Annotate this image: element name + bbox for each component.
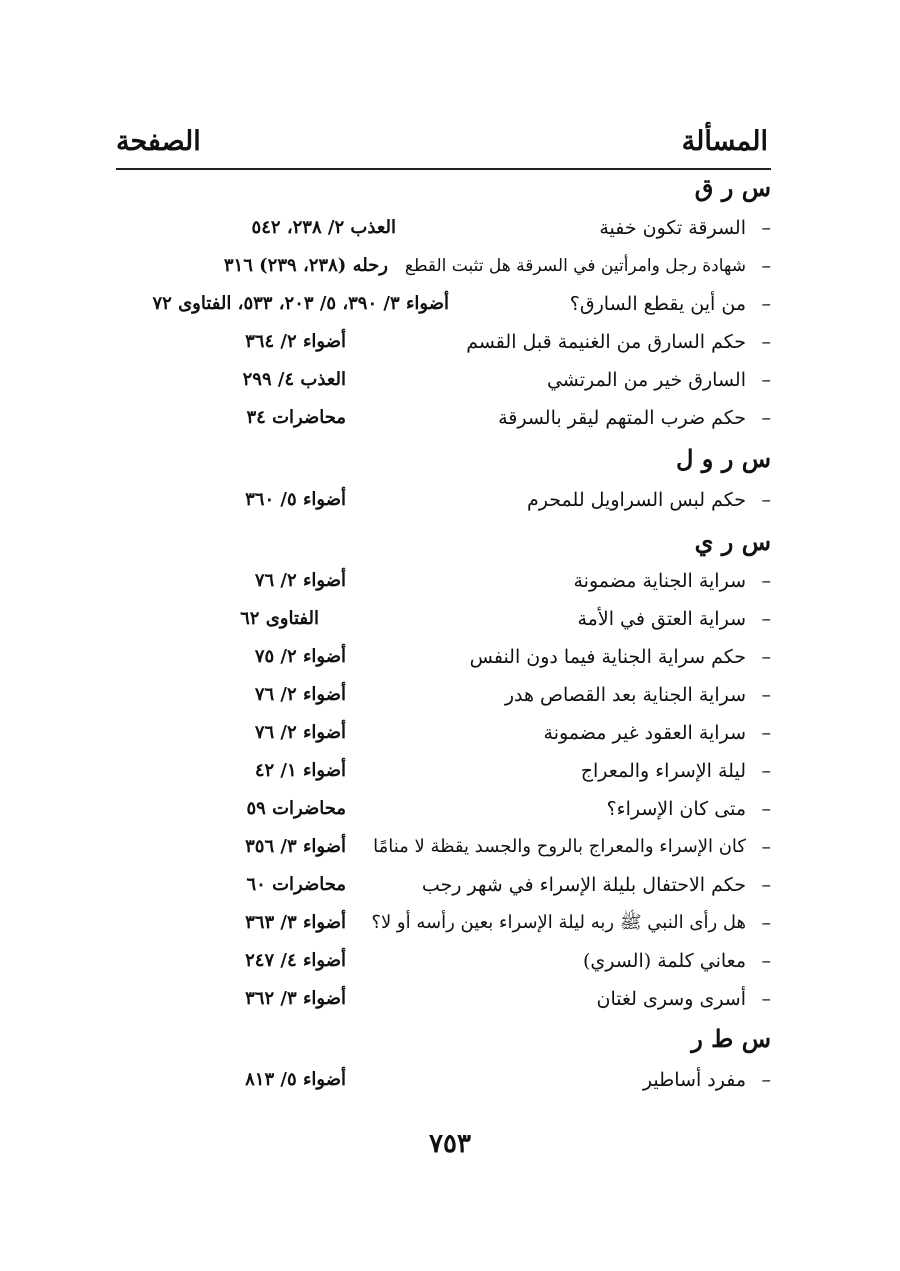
entry-reference: العذب ٤/ ٢٩٩: [242, 369, 346, 390]
bullet-dash: –: [761, 217, 771, 239]
entry-reference: الفتاوى ٦٢: [240, 608, 319, 629]
entry-reference: محاضرات ٣٤: [246, 407, 346, 428]
index-entry: [116, 248, 771, 284]
index-entry: [116, 677, 771, 713]
entry-topic: حكم سراية الجناية فيما دون النفس: [469, 646, 746, 668]
entry-reference: محاضرات ٦٠: [246, 874, 346, 895]
index-entry: [116, 753, 771, 789]
entry-topic: حكم الاحتفال بليلة الإسراء في شهر رجب: [421, 874, 746, 896]
entry-reference: أضواء ٤/ ٢٤٧: [245, 950, 346, 971]
entry-topic: متى كان الإسراء؟: [606, 798, 746, 820]
entry-reference: محاضرات ٥٩: [246, 798, 346, 819]
index-entry: [116, 210, 771, 246]
entry-topic: شهادة رجل وامرأتين في السرقة هل تثبت القطع: [404, 256, 746, 276]
entry-topic: سراية الجناية مضمونة: [573, 570, 746, 592]
entry-topic: حكم ضرب المتهم ليقر بالسرقة: [498, 407, 746, 429]
bullet-dash: –: [761, 912, 771, 934]
entry-topic: من أين يقطع السارق؟: [569, 293, 746, 315]
index-entry: [116, 981, 771, 1017]
index-entry: [116, 905, 771, 941]
index-entry: [116, 715, 771, 751]
entry-topic: سراية الجناية بعد القصاص هدر: [504, 684, 746, 706]
index-entry: [116, 601, 771, 637]
index-entry: [116, 1062, 771, 1098]
bullet-dash: –: [761, 798, 771, 820]
bullet-dash: –: [761, 608, 771, 630]
entry-reference: أضواء ١/ ٤٢: [254, 760, 346, 781]
bullet-dash: –: [761, 760, 771, 782]
bullet-dash: –: [761, 684, 771, 706]
bullet-dash: –: [761, 570, 771, 592]
entry-topic: كان الإسراء والمعراج بالروح والجسد يقظة لا منامًا: [373, 836, 746, 857]
index-entry: [116, 400, 771, 436]
entry-topic: حكم السارق من الغنيمة قبل القسم: [466, 331, 746, 353]
entry-reference: أضواء ٣/ ٣٥٦: [245, 836, 346, 857]
page-number: ٧٥٣: [429, 1129, 471, 1159]
index-entry: [116, 482, 771, 518]
bullet-dash: –: [761, 950, 771, 972]
root-heading: س ر و ل: [676, 444, 771, 473]
entry-topic: سراية العقود غير مضمونة: [543, 722, 746, 744]
bullet-dash: –: [761, 255, 771, 277]
entry-topic: أسرى وسرى لغتان: [596, 988, 746, 1010]
entry-topic: السرقة تكون خفية: [599, 217, 746, 239]
bullet-dash: –: [761, 1069, 771, 1091]
entry-reference: أضواء ٢/ ٣٦٤: [245, 331, 346, 352]
bullet-dash: –: [761, 722, 771, 744]
entry-topic: السارق خير من المرتشي: [546, 369, 746, 391]
bullet-dash: –: [761, 988, 771, 1010]
root-heading: س ط ر: [691, 1024, 771, 1053]
root-heading: س ر ي: [694, 527, 771, 556]
index-entry: [116, 943, 771, 979]
issue-column-header: المسألة: [681, 126, 768, 157]
entry-topic: حكم لبس السراويل للمحرم: [527, 489, 746, 511]
entry-reference: أضواء ٢/ ٧٦: [254, 570, 346, 591]
entry-reference: أضواء ٥/ ٨١٣: [245, 1069, 346, 1090]
bullet-dash: –: [761, 646, 771, 668]
index-entry: [116, 829, 771, 865]
entry-reference: أضواء ٢/ ٧٥: [254, 646, 346, 667]
page-column-header: الصفحة: [116, 126, 201, 157]
entry-topic: مفرد أساطير: [642, 1069, 746, 1091]
bullet-dash: –: [761, 331, 771, 353]
entry-reference: رحله (٢٣٨، ٢٣٩) ٣١٦: [223, 255, 388, 276]
bullet-dash: –: [761, 874, 771, 896]
bullet-dash: –: [761, 489, 771, 511]
bullet-dash: –: [761, 293, 771, 315]
index-entry: [116, 867, 771, 903]
root-heading: س ر ق: [694, 173, 771, 202]
entry-reference: العذب ٢/ ٢٣٨، ٥٤٢: [251, 217, 396, 238]
index-entry: [116, 362, 771, 398]
index-entry: [116, 324, 771, 360]
entry-reference: أضواء ٣/ ٣٦٢: [245, 988, 346, 1009]
entry-topic: هل رأى النبي ﷺ ربه ليلة الإسراء بعين رأسه أو لا؟: [371, 912, 746, 933]
index-entry: [116, 791, 771, 827]
entry-topic: سراية العتق في الأمة: [577, 608, 746, 630]
entry-topic: ليلة الإسراء والمعراج: [580, 760, 746, 782]
header-divider: [116, 168, 771, 170]
entry-topic: معاني كلمة (السري): [582, 950, 746, 972]
entry-reference: أضواء ٥/ ٣٦٠: [245, 489, 346, 510]
index-entry: [116, 286, 771, 322]
entry-reference: أضواء ٣/ ٣٦٣: [245, 912, 346, 933]
bullet-dash: –: [761, 369, 771, 391]
index-entry: [116, 563, 771, 599]
entry-reference: أضواء ٢/ ٧٦: [254, 722, 346, 743]
entry-reference: أضواء ٣/ ٣٩٠، ٥/ ٢٠٣، ٥٣٣، الفتاوى ٧٢: [152, 293, 449, 314]
entry-reference: أضواء ٢/ ٧٦: [254, 684, 346, 705]
bullet-dash: –: [761, 836, 771, 858]
bullet-dash: –: [761, 407, 771, 429]
index-entry: [116, 639, 771, 675]
